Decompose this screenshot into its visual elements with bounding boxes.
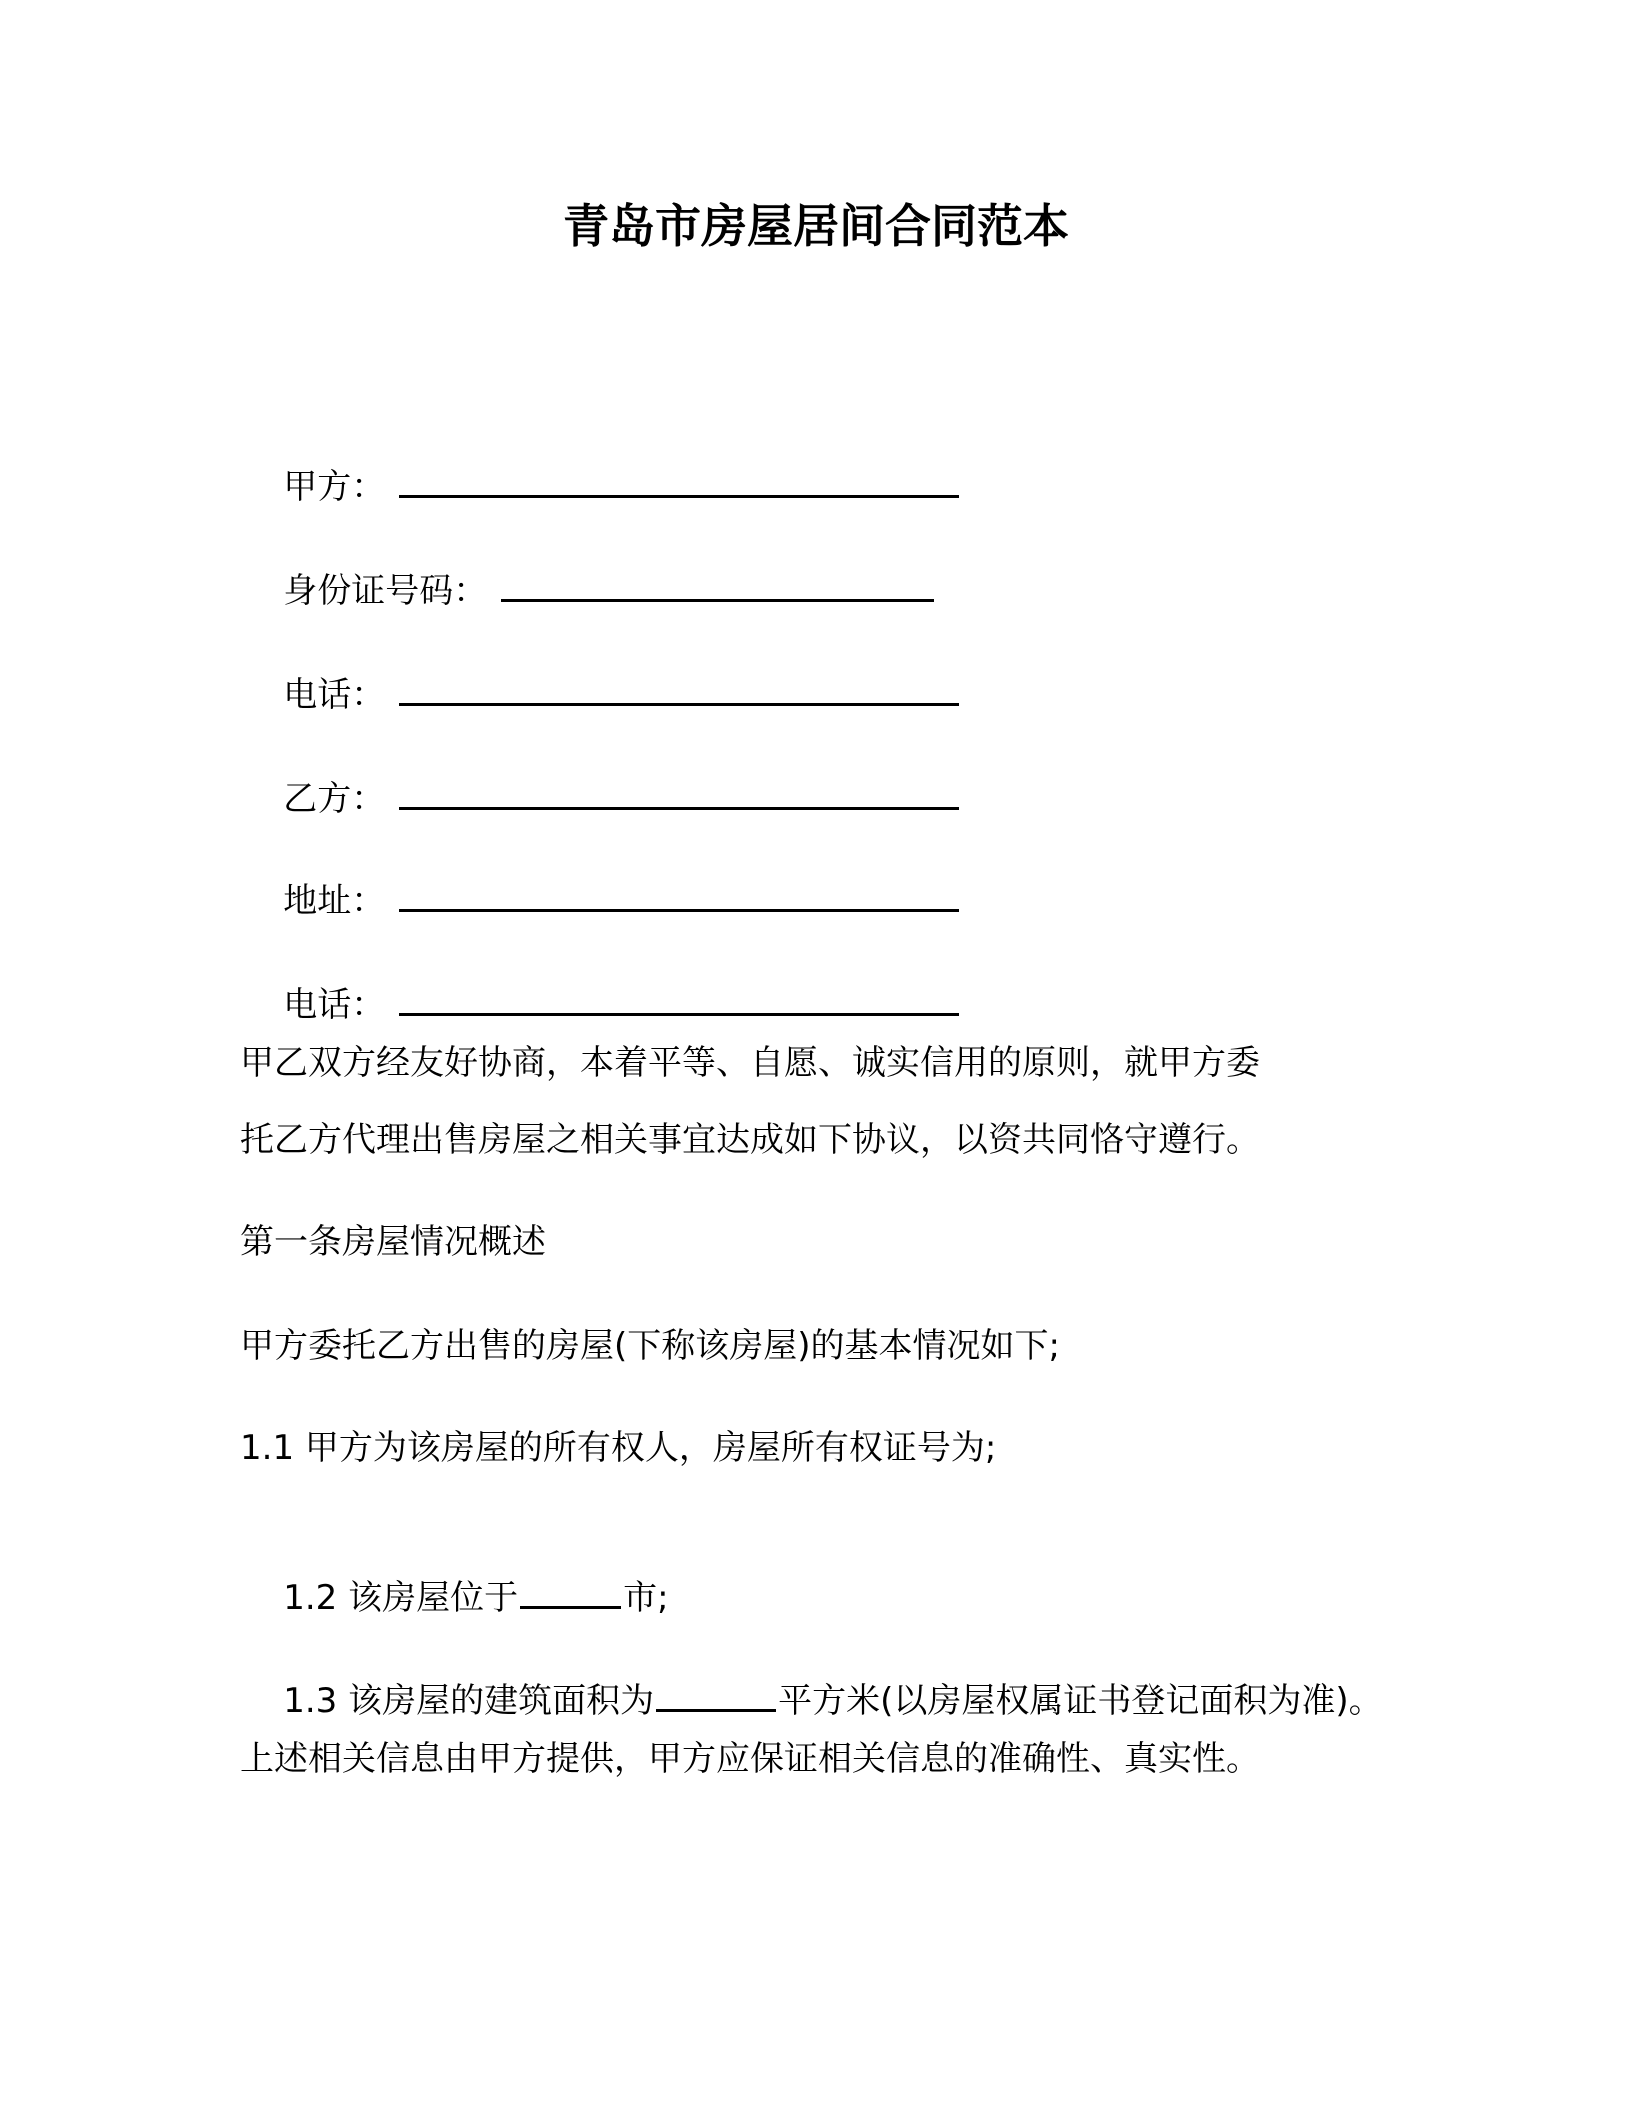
party-b-blank[interactable] (399, 777, 959, 810)
party-b-phone-blank[interactable] (399, 983, 959, 1016)
clause-1-3-prefix: 1.3 该房屋的建筑面积为 (283, 1681, 655, 1721)
document-title: 青岛市房屋居间合同范本 (563, 199, 1069, 253)
party-a-phone-blank[interactable] (399, 673, 959, 706)
address-blank[interactable] (399, 879, 959, 912)
article-1-heading: 第一条房屋情况概述 (240, 1222, 546, 1262)
clause-1-2-suffix: 市; (623, 1578, 669, 1618)
area-blank[interactable] (656, 1679, 776, 1712)
intro-paragraph-line-2: 托乙方代理出售房屋之相关事宜达成如下协议，以资共同恪守遵行。 (240, 1120, 1260, 1160)
party-b-label: 乙方： (283, 779, 386, 819)
clause-1-1: 1.1 甲方为该房屋的所有权人，房屋所有权证号为; (240, 1428, 997, 1468)
closing-statement: 上述相关信息由甲方提供，甲方应保证相关信息的准确性、真实性。 (240, 1739, 1260, 1779)
article-1-lead: 甲方委托乙方出售的房屋(下称该房屋)的基本情况如下; (240, 1326, 1060, 1366)
party-a-phone-label: 电话： (283, 675, 386, 715)
party-b-phone-label: 电话： (283, 985, 386, 1025)
clause-1-3-suffix: 平方米(以房屋权属证书登记面积为准)。 (778, 1681, 1383, 1721)
party-a-label: 甲方： (283, 467, 386, 507)
intro-paragraph-line-1: 甲乙双方经友好协商，本着平等、自愿、诚实信用的原则，就甲方委 (240, 1043, 1260, 1083)
city-blank[interactable] (520, 1576, 621, 1609)
address-label: 地址： (283, 881, 386, 921)
id-number-label: 身份证号码： (283, 571, 488, 611)
id-number-blank[interactable] (501, 569, 934, 602)
party-a-blank[interactable] (399, 465, 959, 498)
clause-1-2-prefix: 1.2 该房屋位于 (283, 1578, 519, 1618)
